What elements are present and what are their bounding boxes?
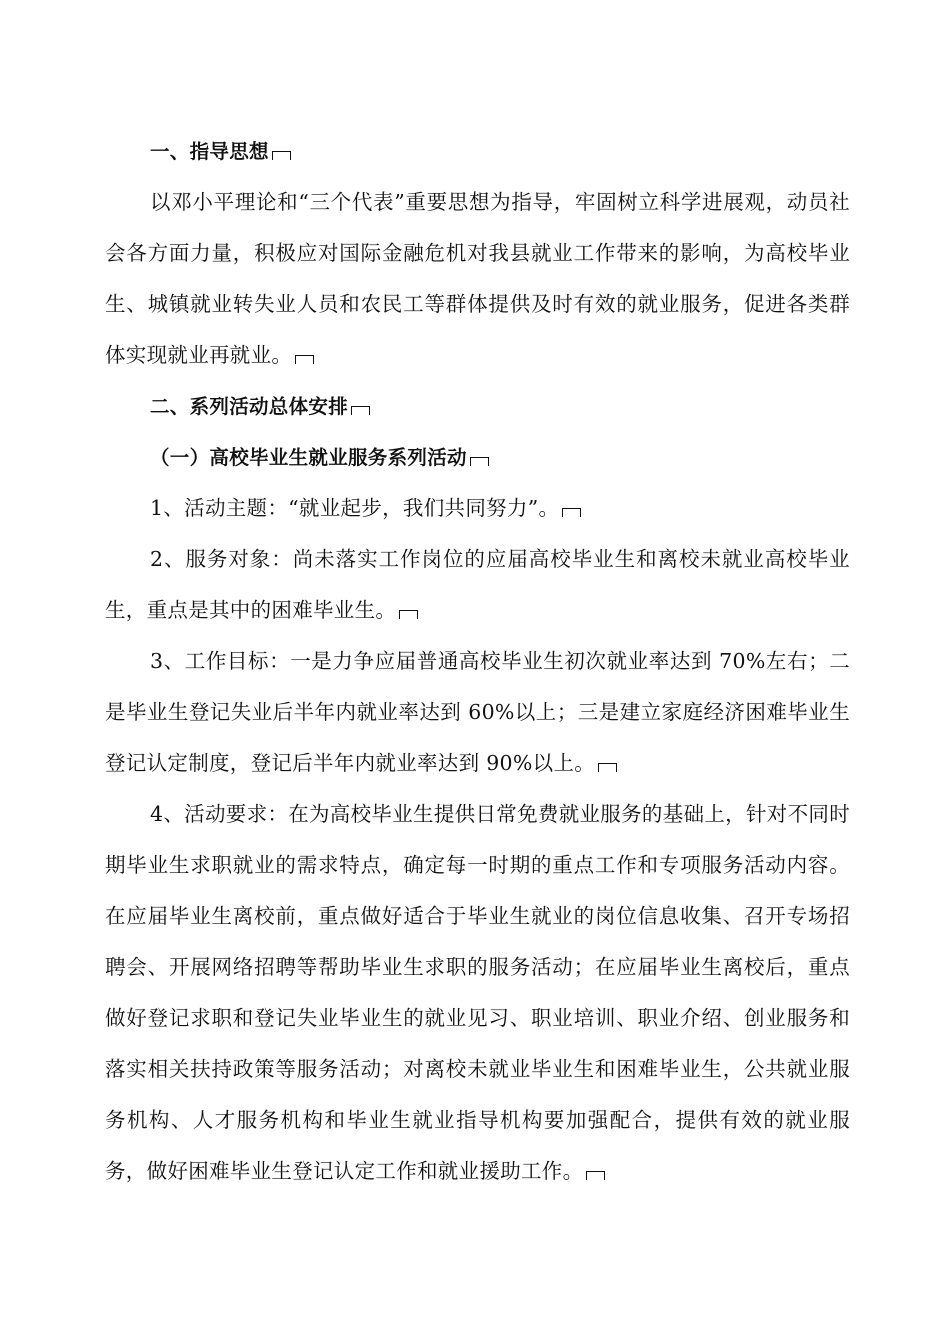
paragraph-mark-icon — [470, 457, 489, 466]
list-item-activity-theme — [105, 483, 850, 534]
paragraph-mark-icon — [598, 763, 617, 772]
list-item-activity-requirements — [105, 789, 850, 1197]
paragraph-mark-icon — [399, 610, 418, 619]
paragraph-text: 2、服务对象：尚未落实工作岗位的应届高校毕业生和离校未就业高校毕业生，重点是其中的困难毕业生。 — [105, 547, 850, 622]
subsection-heading-graduates — [105, 432, 850, 483]
paragraph-text: 以邓小平理论和“三个代表”重要思想为指导，牢固树立科学进展观，动员社会各方面力量，积极应对国际金融危机对我县就业工作带来的影响，为高校毕业生、城镇就业转失业人员和农民工等群体提供及时有效的就业服务，促进各类群体实现就业再就业。 — [105, 190, 850, 367]
paragraph-text: 4、活动要求：在为高校毕业生提供日常免费就业服务的基础上，针对不同时期毕业生求职就业的需求特点，确定每一时期的重点工作和专项服务活动内容。在应届毕业生离校前，重点做好适合于毕业生就业的岗位信息收集、召开专场招聘会、开展网络招聘等帮助毕业生求职的服务活动；在应届毕业生离校后，重点做好登记求职和登记失业毕业生的就业见习、职业培训、职业介绍、创业服务和落实相关扶持政策等服务活动；对离校未就业毕业生和困难毕业生，公共就业服务机构、人才服务机构和毕业生就业指导机构要加强配合，提供有效的就业服务，做好困难毕业生登记认定工作和就业援助工作。 — [105, 802, 850, 1183]
paragraph-mark-icon — [586, 1171, 605, 1180]
list-item-service-target — [105, 534, 850, 636]
paragraph-guiding-thought — [105, 177, 850, 381]
paragraph-mark-icon — [272, 151, 291, 160]
section-heading-guiding-thought — [105, 126, 850, 177]
paragraph-mark-icon — [351, 406, 370, 415]
section-heading-overall-arrangement — [105, 381, 850, 432]
paragraph-mark-icon — [295, 355, 314, 364]
heading-text: 一、指导思想 — [150, 140, 269, 163]
paragraph-text: 1、活动主题：“就业起步，我们共同努力”。 — [150, 496, 560, 520]
list-item-work-goals — [105, 636, 850, 789]
paragraph-text: 3、工作目标：一是力争应届普通高校毕业生初次就业率达到 70%左右；二是毕业生登记失业后半年内就业率达到 60%以上；三是建立家庭经济困难毕业生登记认定制度，登记后半年内就业率达到 90%以上。 — [105, 649, 850, 775]
heading-text: （一）高校毕业生就业服务系列活动 — [150, 446, 467, 469]
document-body — [105, 126, 850, 1197]
heading-text: 二、系列活动总体安排 — [150, 395, 349, 418]
paragraph-mark-icon — [562, 508, 581, 517]
